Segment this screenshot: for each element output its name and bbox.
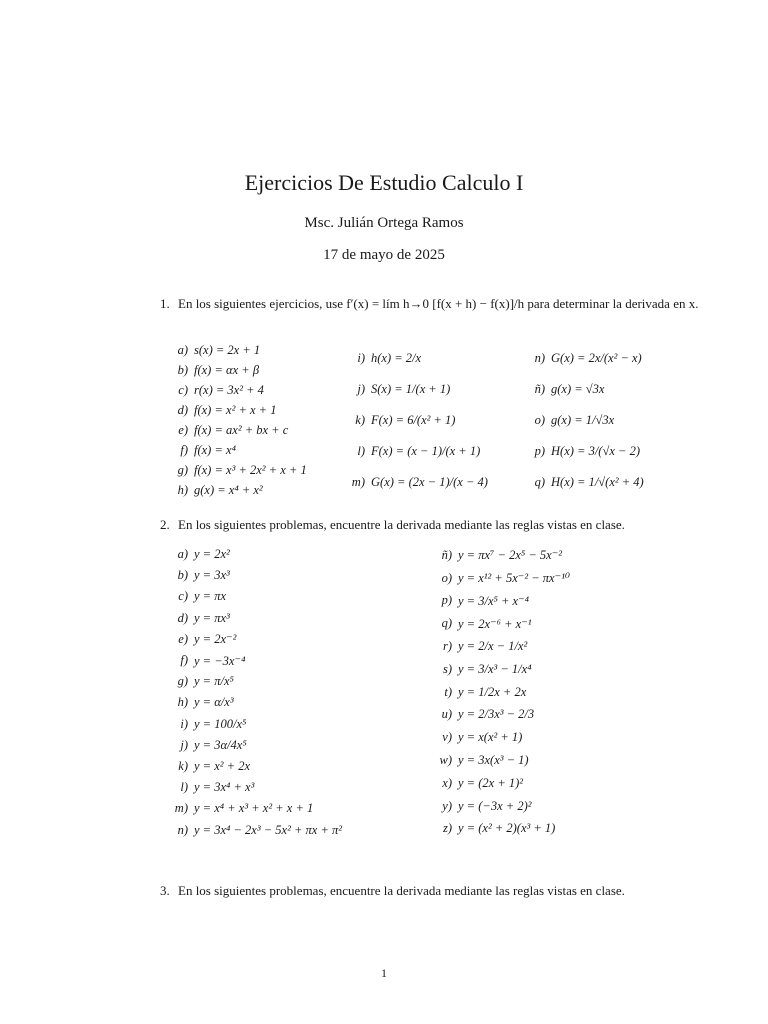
exercise-expression: G(x) = 2x/(x² − x) <box>551 351 642 365</box>
exercise-expression: y = 3/x³ − 1/x⁴ <box>458 661 532 676</box>
exercise-label: l) <box>357 444 365 458</box>
exercise-label: e) <box>178 422 188 437</box>
exercise-item <box>168 692 342 713</box>
problem-1-column-3 <box>525 343 644 498</box>
exercise-item <box>168 650 342 671</box>
exercise-label: g) <box>177 462 188 477</box>
exercise-label: l) <box>180 780 188 795</box>
exercise-item <box>168 380 307 400</box>
exercise-label: t) <box>444 684 452 699</box>
exercise-expression: y = 3/x⁵ + x⁻⁴ <box>458 593 530 608</box>
exercise-expression: S(x) = 1/(x + 1) <box>371 382 451 396</box>
exercise-expression: y = (−3x + 2)² <box>458 798 532 813</box>
exercise-item <box>168 735 342 756</box>
exercise-label: k) <box>355 413 365 427</box>
exercise-label: f) <box>180 653 188 668</box>
exercise-item <box>525 436 644 467</box>
exercise-label: e) <box>178 631 188 646</box>
exercise-label: w) <box>439 753 452 768</box>
exercise-item <box>168 544 342 565</box>
exercise-item <box>432 681 570 704</box>
exercise-expression: y = 2x⁻⁶ + x⁻¹ <box>458 616 532 631</box>
problem-text: En los siguientes problemas, encuentre la derivada mediante las reglas vistas en clase. <box>178 883 625 898</box>
exercise-item <box>168 671 342 692</box>
exercise-label: x) <box>442 775 452 790</box>
exercise-expression: F(x) = 6/(x² + 1) <box>371 413 456 427</box>
exercise-label: r) <box>442 639 452 654</box>
exercise-item <box>345 405 488 436</box>
exercise-expression: y = πx <box>194 589 227 604</box>
exercise-expression: H(x) = 1/√(x² + 4) <box>551 475 644 489</box>
exercise-item <box>525 405 644 436</box>
exercise-item <box>168 629 342 650</box>
problem-text: En los siguientes problemas, encuentre la derivada mediante las reglas vistas en clase. <box>178 517 625 532</box>
problem-2-column-1 <box>168 544 342 841</box>
exercise-item <box>168 798 342 819</box>
exercise-label: ñ) <box>441 547 452 562</box>
exercise-item <box>168 480 307 500</box>
exercise-expression: G(x) = (2x − 1)/(x − 4) <box>371 475 488 489</box>
exercise-label: o) <box>441 570 452 585</box>
exercise-item <box>168 586 342 607</box>
exercise-item <box>432 749 570 772</box>
exercise-item <box>168 714 342 735</box>
exercise-label: s) <box>442 661 452 676</box>
exercise-expression: y = α/x³ <box>194 695 234 710</box>
exercise-label: c) <box>178 382 188 397</box>
exercise-item <box>525 467 644 498</box>
exercise-label: n) <box>177 822 188 837</box>
problem-number: 1. <box>160 296 170 311</box>
problem-1-column-2 <box>345 343 488 498</box>
exercise-item <box>168 819 342 840</box>
exercise-label: n) <box>534 351 545 365</box>
exercise-item <box>345 436 488 467</box>
exercise-expression: F(x) = (x − 1)/(x + 1) <box>371 444 481 458</box>
exercise-label: q) <box>534 475 545 489</box>
exercise-label: ñ) <box>534 382 545 396</box>
exercise-label: d) <box>177 610 188 625</box>
exercise-expression: y = 100/x⁵ <box>194 716 247 731</box>
exercise-item <box>525 374 644 405</box>
document-author: Msc. Julián Ortega Ramos <box>304 215 464 231</box>
exercise-item <box>168 440 307 460</box>
problem-number: 2. <box>160 517 170 532</box>
exercise-expression: y = 2/3x³ − 2/3 <box>458 707 535 722</box>
exercise-expression: y = 1/2x + 2x <box>458 684 527 699</box>
exercise-item <box>432 612 570 635</box>
exercise-item <box>168 608 342 629</box>
exercise-item <box>432 726 570 749</box>
exercise-label: h) <box>177 482 188 497</box>
exercise-label: i) <box>180 716 188 731</box>
exercise-expression: y = (2x + 1)² <box>458 775 524 790</box>
exercise-label: v) <box>442 730 452 745</box>
exercise-expression: g(x) = x⁴ + x² <box>194 482 263 497</box>
exercise-label: f) <box>180 442 188 457</box>
exercise-item <box>432 590 570 613</box>
exercise-expression: g(x) = √3x <box>551 382 605 396</box>
exercise-expression: f(x) = x⁴ <box>194 442 236 457</box>
exercise-expression: y = 3x³ <box>194 568 230 583</box>
exercise-item <box>168 400 307 420</box>
problem-3-statement <box>160 882 710 899</box>
exercise-expression: y = x(x² + 1) <box>458 730 523 745</box>
exercise-item <box>432 795 570 818</box>
exercise-item <box>168 460 307 480</box>
exercise-label: o) <box>534 413 545 427</box>
exercise-item <box>432 635 570 658</box>
exercise-label: m) <box>174 801 188 816</box>
document-date: 17 de mayo de 2025 <box>323 247 445 263</box>
exercise-label: g) <box>177 674 188 689</box>
exercise-label: a) <box>177 547 188 562</box>
document-title: Ejercicios De Estudio Calculo I <box>244 170 524 195</box>
exercise-label: c) <box>178 589 188 604</box>
problem-2-statement <box>160 516 710 533</box>
exercise-item <box>168 340 307 360</box>
exercise-label: j) <box>357 382 365 396</box>
exercise-label: p) <box>534 444 545 458</box>
exercise-label: z) <box>442 821 452 836</box>
exercise-expression: s(x) = 2x + 1 <box>194 342 261 357</box>
exercise-label: h) <box>177 695 188 710</box>
exercise-expression: y = x² + 2x <box>194 758 251 773</box>
exercise-expression: y = 3x⁴ − 2x³ − 5x² + πx + π² <box>194 822 343 837</box>
exercise-item <box>525 343 644 374</box>
exercise-expression: y = 2x⁻² <box>194 632 237 647</box>
exercise-item <box>432 772 570 795</box>
exercise-expression: r(x) = 3x² + 4 <box>194 382 264 397</box>
exercise-expression: H(x) = 3/(√x − 2) <box>551 444 640 458</box>
exercise-expression: f(x) = αx + β <box>194 362 260 377</box>
exercise-label: m) <box>351 475 365 489</box>
exercise-item <box>345 467 488 498</box>
exercise-label: a) <box>177 342 188 357</box>
exercise-label: p) <box>441 593 452 608</box>
exercise-item <box>168 565 342 586</box>
exercise-item <box>168 777 342 798</box>
exercise-item <box>432 704 570 727</box>
exercise-expression: y = 2/x − 1/x² <box>458 639 528 654</box>
exercise-expression: f(x) = ax² + bx + c <box>194 422 289 437</box>
exercise-label: u) <box>441 707 452 722</box>
exercise-expression: f(x) = x² + x + 1 <box>194 402 277 417</box>
exercise-label: k) <box>178 758 188 773</box>
exercise-expression: y = x¹² + 5x⁻² − πx⁻¹⁰ <box>458 571 570 586</box>
exercise-item <box>345 374 488 405</box>
exercise-item <box>345 343 488 374</box>
exercise-expression: y = 3α/4x⁵ <box>194 737 247 752</box>
exercise-expression: y = x⁴ + x³ + x² + x + 1 <box>194 801 314 816</box>
exercise-expression: y = −3x⁻⁴ <box>194 653 246 668</box>
exercise-expression: f(x) = x³ + 2x² + x + 1 <box>194 462 307 477</box>
exercise-item <box>432 567 570 590</box>
exercise-expression: y = 2x² <box>194 547 230 562</box>
problem-1-column-1 <box>168 340 307 500</box>
exercise-expression: h(x) = 2/x <box>371 351 422 365</box>
exercise-label: b) <box>177 568 188 583</box>
exercise-label: d) <box>177 402 188 417</box>
exercise-label: j) <box>180 737 188 752</box>
exercise-expression: y = (x² + 2)(x³ + 1) <box>458 821 556 836</box>
exercise-expression: y = 3x⁴ + x³ <box>194 780 255 795</box>
exercise-item <box>432 818 570 841</box>
exercise-item <box>432 658 570 681</box>
exercise-item <box>432 544 570 567</box>
exercise-expression: y = π/x⁵ <box>194 674 234 689</box>
exercise-item <box>168 420 307 440</box>
exercise-expression: g(x) = 1/√3x <box>551 413 615 427</box>
exercise-expression: y = πx³ <box>194 610 230 625</box>
exercise-label: q) <box>441 616 452 631</box>
exercise-expression: y = 3x(x³ − 1) <box>458 753 529 768</box>
exercise-label: y) <box>442 798 452 813</box>
problem-1-statement <box>160 295 710 312</box>
exercise-label: i) <box>357 351 365 365</box>
problem-2-column-2 <box>432 544 570 840</box>
exercise-item <box>168 756 342 777</box>
exercise-expression: y = πx⁷ − 2x⁵ − 5x⁻² <box>458 548 563 563</box>
problem-text: En los siguientes ejercicios, use f′(x) = lím h→0 [f(x + h) − f(x)]/h para determinar la derivada en x. <box>178 296 699 311</box>
exercise-label: b) <box>177 362 188 377</box>
page-number: 1 <box>381 966 387 980</box>
exercise-item <box>168 360 307 380</box>
problem-number: 3. <box>160 883 170 898</box>
